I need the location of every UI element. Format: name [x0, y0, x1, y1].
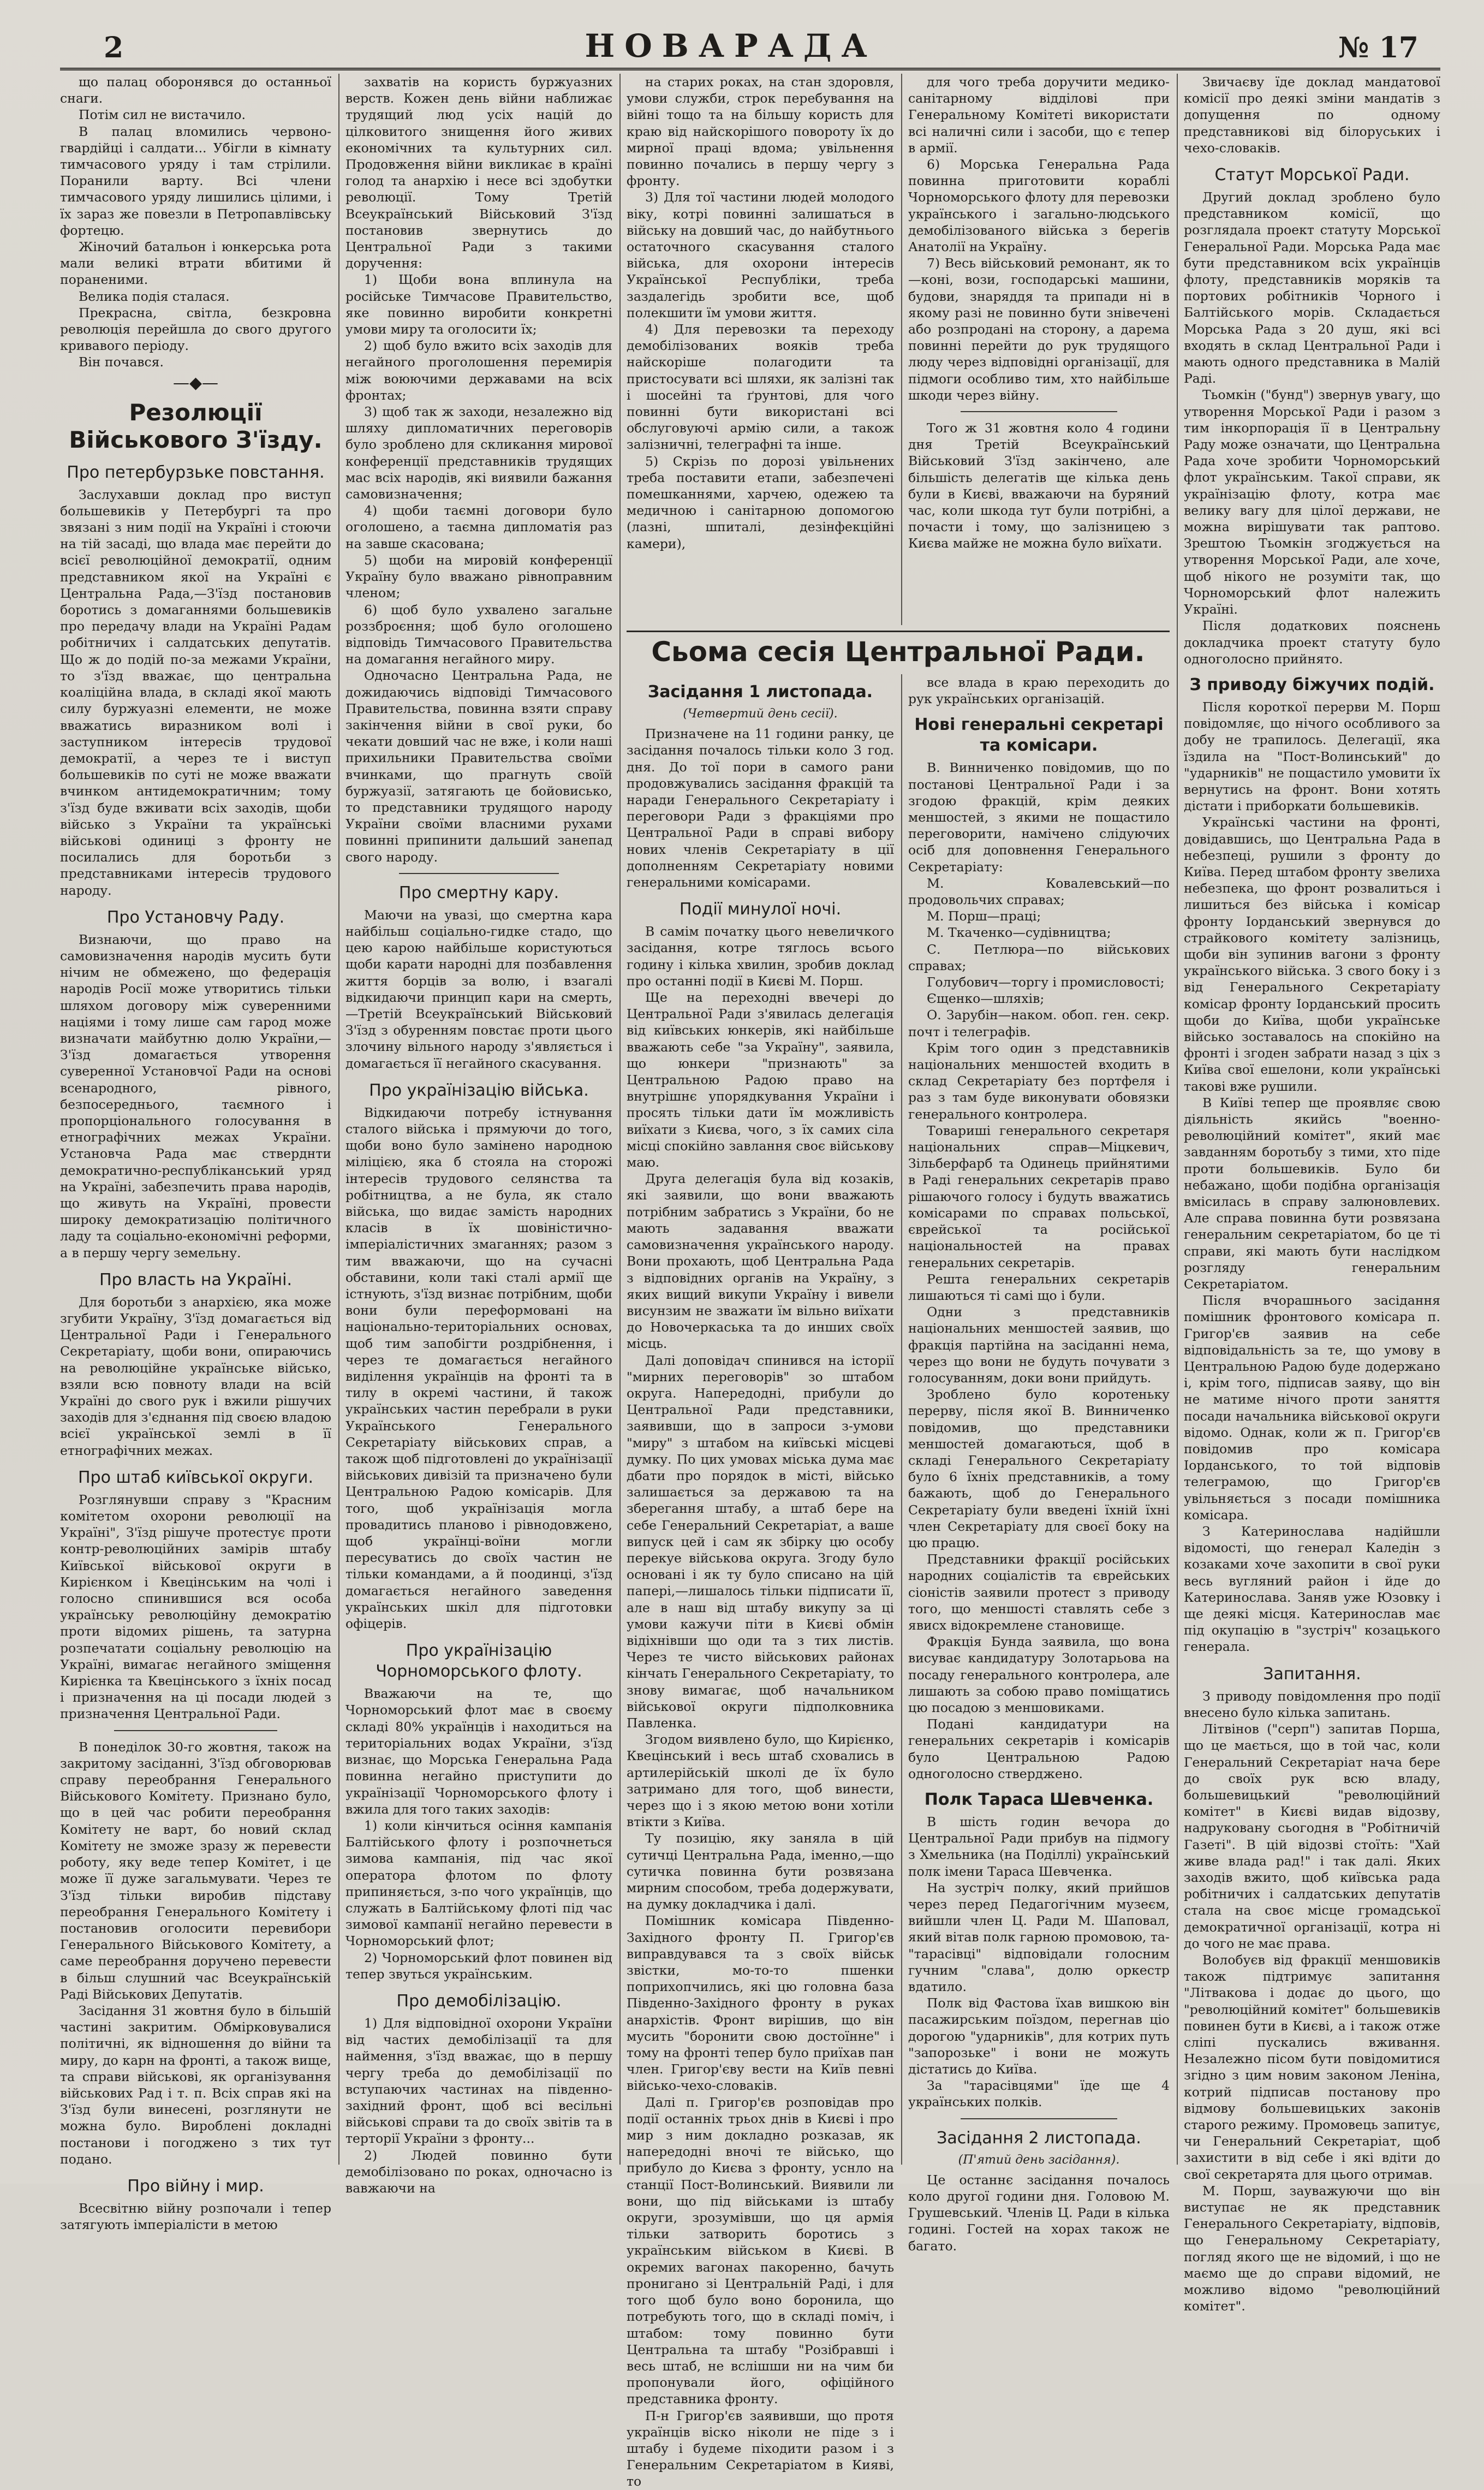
paragraph: 3) щоб так ж заходи, незалежно від шляху дипломатичних переговорів було зроблено для скликання мирової конференції представників трудящих мас всіх народів, які виявили бажання самовизначення; — [345, 404, 612, 502]
paragraph: Представники фракції російських народних соціалістів та єврейських сіоністів заявили протест з приводу того, що меншості ставлять себе з явисх відокремлене становище. — [908, 1552, 1170, 1633]
subheading: Статут Морської Ради. — [1214, 165, 1410, 185]
subheading: Про демобілізацію. — [396, 1991, 562, 2011]
paragraph: Після вчорашнього засідання помішник фронтового комісара п. Григор'єв заявив на себе відповідальність за те, що умову в Центральною Радою буде додержано і, крім того, підписав заяву, що він не матиме нічого проти заняття посади начальника військової округи відомо. Однак, коли ж п. Григор'єв повідомив про комісара Іорданського, то той вiдповiв телеграмою, що Григор'єв увільняється з посади помішника комісара. — [1184, 1293, 1440, 1523]
paragraph: Подані кандидатури на генеральних секретарів і комісарів було Центральною Радою одноголосно стверджено. — [908, 1716, 1170, 1781]
paragraph: 7) Весь військовий ремонант, як то—коні, вози, господарські машини, будови, знаряддя та припади ні в якому разі не повинно бути знівечені або розпродані на сторону, а дарема повинні перейти до рук трудящого люду через відповідні організації, для підмоги особливо тим, хто найбільше шкоди через війну. — [908, 255, 1170, 403]
paragraph: 4) щоби таємні договори було оголошено, а таємна дипломатія раз на завше скасована; — [345, 503, 612, 551]
paragraph: За "тарасівцями" їде ще 4 українських полків. — [908, 2078, 1170, 2110]
paragraph: П-н Григор'єв заявивши, що протя українців віско ніколи не піде з і штабу і будеме піходити разом і з Генеральним Секретаріатом в Кияві, то — [627, 2408, 894, 2489]
column-1 — [60, 74, 331, 2233]
paragraph: М. Порш—праці; — [927, 908, 1041, 924]
paragraph: Всесвітню війну розпочали і тепер затягують імперіалісти в метою — [60, 2200, 331, 2233]
separator — [114, 1730, 277, 1731]
paragraph: Далі доповідач спинився на історії "мирних переговорів" зо штабом округа. Напередодні, прибули до Центральної Ради представники, заявивши, що в запроси з-умови "миру" з штабом на київські місцеві думку. По цих умовах міська дума має дбати про порядок в місті, військо залишається за державою та на зберегання штабу, а штаб бере на себе Генеральний Секретаріат, а ваше випуск цей і сам як збірку цю особу перекуе військова округа. Згоду було основані і як ту було списано на цій папері,—лишалось тільки підписати її, але в наш від штабу викупу за ці умови кажучи піти в Києві обмін відіхнівши що оди та з тих листів. Через те чисто військових районах кінчать Генерального Секретаріату, то знову вимагає, щоб начальником військової округи підполковника Павленка. — [627, 1352, 894, 1731]
paragraph: Далі п. Григор'єв розповідав про події останніх трьох днів в Києві і про мир з ним докладно розказав, як напередодні вночі те військо, що прибуло до Києва з фронту, уснло на станції Пост-Волинський. Виявили ли вони, що під військами із штабу округи, зрозумівши, що ця армія тільки затворить боротись з українським військом в Києві. В окремих вагонах пакоренно, бачуть пронигано зі Центральній Раді, і для того щоб було воно боронила, що потребують того, що в складі поміч, і штабом: тому повинно бути Центральна та штабу "Розібравші і весь штаб, не вслішши ни на чим би пропонували його, офіційного представника фронту. — [627, 2094, 894, 2407]
paragraph: Заслухавши доклад про виступ большевиків у Петербургі та про звязані з ним події на Україні і стоючи на тій засаді, що влада має перейти до всієї революційної демократії, одним представником якої на Україні є Центральна Рада,—З'їзд постановив боротись з домаганнями большевиків про передачу влади на Україні Радам робітничих і салдатських депутатів. Що ж до подій по-за межами України, то з'їзд вважає, що центральна коаліційна влада, в складі якої мають силу буржуазні елементи, не може вважатись виразником волі і заступником інтересів трудової демократії, а через те і виступ большевиків по суті не може вважати вчинком антидемократичним; тому з'їзд буде вживати всіх заходів, щоби військо з України та українські військові одиниці з фронту не посилались для боротьби з представниками інтересів трудового народу. — [60, 486, 331, 898]
subheading: З приводу біжучих подій. — [1189, 675, 1435, 694]
paragraph: З Катеринослава надійшли відомості, що генерал Каледін з козаками хоче захопити в свої руки весь вугляний район і йде до Катеринослава. Заняв уже Юзовку і ще деякі місця. Катеринослав має під окупацію в "зустріч" козацького генерала. — [1184, 1524, 1440, 1655]
paragraph: Вважаючи на те, що Чорноморський флот має в своєму складі 80% українців і находиться на територіальних водах України, з'їзд визнає, що Морська Генеральна Рада повинна негайно приступити до українізації Чорноморського флоту і вжила для того таких заходів: — [345, 1686, 612, 1817]
paragraph: 6) Морська Генеральна Рада повинна приготовити кораблі Чорноморського флоту для перевозки українського і загально-людського демобілізованого війська з берегів Анатолії на Україну. — [908, 157, 1170, 255]
paragraph: Це останнє засідання почалось коло другої години дня. Головою М. Грушевський. Членів Ц. Ради в кілька годині. Гостей на хорах також не багато. — [908, 2172, 1170, 2254]
paragraph: На зустріч полку, який прийшов через перед Педагогічним музеєм, вийшли член Ц. Ради М. Шаповал, який вітав полк гарною промовою, та-"тарасівці" відповідали голосним гучним "слава", долю оркестр вдатило. — [908, 1880, 1170, 1995]
paragraph: Жіночий батальон і юнкерська рота мали великі втрати вбитими й пораненими. — [60, 239, 331, 288]
issue-number: № 17 — [1338, 31, 1419, 64]
subheading: Засідання 2 листопада. — [937, 2128, 1141, 2148]
paragraph: Засідання 31 жовтня було в більшій частині закритим. Обмірковувалися політичні, як відношення до війни та миру, до карн на фронті, а також вище, та справи військові, як організування військових Рад і т. п. Всіх справ які на З'їзд були винесені, розглянути не можна було. Вироблені докладні постанови і погоджено з тих тут подано. — [60, 2002, 331, 2167]
paragraph: все влада в краю переходить до рук українських організацій. — [908, 675, 1170, 707]
column-5 — [1184, 74, 1440, 2314]
subheading: Полк Тараса Шевченка. — [924, 1790, 1154, 1809]
paragraph: для чого треба доручити медико-санітарному відділові при Генеральному Комітеті використати всі наличні сили і засоби, що є тепер в армії. — [908, 74, 1170, 156]
paragraph: 2) щоб було вжито всіх заходів для негайного проголошення перемирія між воюючими державами на всіх фронтах; — [345, 338, 612, 403]
paragraph: Єщенко—шляхів; — [927, 991, 1045, 1007]
paragraph: 5) Скрізь по дорозі увільнених треба поставити етапи, забезпечені помешканнями, харчею, одежею та медичною і санітарною допомогою (лазні, шпиталі, дезінфекційні камери), — [627, 453, 894, 551]
paragraph: Звичаєву їде доклад мандатової комісії про деякі зміни мандатів з допущення по одному представникові від білоруських і чехо-словаків. — [1184, 74, 1440, 156]
paragraph: Він почався. — [79, 354, 164, 370]
paragraph: Полк від Фастова їхав вишкою він пасажирським поїздом, перегнав ціо дорогою "ударників", для котрих путь "запорозьке" і вони не можуть дістатись до Київа. — [908, 1995, 1170, 2077]
paragraph: Голубович—торгу і промисловості; — [927, 974, 1165, 990]
paragraph: 1) коли кінчиться осіння кампанія Балтійського флоту і розпочнеться зимова кампанія, під час якої оператора флотом по флоту припиняється, з-по чого українців, що служать в Балтійському флоті під час зимової кампанії негайно перевести в Чорноморський флот; — [345, 1817, 612, 1949]
separator — [961, 411, 1117, 412]
subheading: Запитання. — [1263, 1664, 1361, 1684]
paragraph: 4) Для перевозки та переходу демобілізованих вояків треба найскоріше полагодити та пристосувати всі шляхи, як залізні так і шосейні та ґрунтові, для чого повинні бути використані всі обслуговуючі армію сили, а також залізничні, телеграфні та інше. — [627, 322, 894, 453]
columns-area — [60, 74, 1440, 2489]
subheading: Про штаб київської округи. — [78, 1467, 314, 1487]
paragraph: Призначене на 11 години ранку, це засідання почалось тільки коло 3 год. дня. До тої пори в самого рани продовжувались засідання фракцій та наради Генерального Секретаріату і переговори Ради з фракціями про Центральної Ради в справі вибору нових членів Секретаріату в ції дополненням Секретаріату новими генеральними комісарами. — [627, 726, 894, 890]
paragraph: В шість годин вечора до Центральної Ради прибув на підмогу з Хмельника (на Поділлі) український полк імени Тараса Шевченка. — [908, 1814, 1170, 1879]
newspaper-title: НОВАРАДА — [585, 27, 877, 64]
column-rule — [338, 74, 339, 2165]
subheading: Про війну і мир. — [127, 2176, 264, 2196]
paragraph: Після короткої перерви М. Порш повідомляє, що нічого особливого за добу не трапилось. Делегації, яка їздила на "Пост-Волинський" до "ударників" не пощастило умовити їх вернутись на фронт. Вони хотять дістати і приборкати большевиків. — [1184, 699, 1440, 814]
paragraph: В Київі тепер ще проявляє свою діяльність якийсь "военно-революційний комітет", який має завданням боротьбу з тими, хто піде проти большевиків. Було би небажано, щоби подібна організація вмісилась в справу залюновлевих. Але справа повинна бути розвязана генеральним секретаріатом, бо це ті справи, які мають бути наслідком розгляду генеральним Секретаріатом. — [1184, 1095, 1440, 1292]
column-3-top — [627, 74, 894, 625]
paragraph: С. Петлюра—по військових справах; — [908, 941, 1170, 973]
column-4-bottom — [908, 674, 1170, 2254]
paragraph: Ще на переходні ввечері до Центральної Ради з'явилась делегація від київських юнкерів, які найбільше вважають себе "за Україну", заявила, що юнкери "признають" за Центральною Радою право на внутрішнє упорядкування України і просять тільки дати їм можливість виїхати з Києва, чого, з їх самих сіла місці спокійно завлання своє військову маю. — [627, 990, 894, 1170]
column-rule — [901, 674, 902, 2165]
subheading: Про Установчу Раду. — [106, 907, 285, 927]
paragraph: Відкидаючи потребу істнування сталого війська і прямуючи до того, щоби воно було замінено народною міліцією, яка б стояла на сторожі інтересів трудового селянства та робітництва, а не була, як стало війська, що видає замість народних класів в їх шовіністично-імперіалістичних змаганнях; разом з тим вважаючи, що на сучасні обставини, коли такі сталі армії ще істнують, з'їзд визнає потрібним, щоби вони були переформовані на національно-територіальних основах, щоб тим запобігти роздрібнення, і через те домагається негайного виділення українців на фронті та в тилу в окремі частини, й також українських частин перебрали в руки Українського Генерального Секретаріату військових справ, а також щоб підготовлені до українізації військових дивізій та призначено були Центральною Радою комісарів. Для того, щоб українізація могла провадитись планово і рівнодовжено, щоб українці-воїни могли пересуватись до своїх частин не тільки командами, а й поодинці, з'їзд домагається негайного заведення українських шкіл для підготовки офіцерів. — [345, 1104, 612, 1632]
separator — [399, 873, 559, 874]
paragraph: Фракція Бунда заявила, що вона висуває кандидатуру Золотарьова на посаду генерального контролера, але лишають за собою право поміщатись цю посадою з меншовиками. — [908, 1634, 1170, 1715]
paragraph: Потім сил не вистачило. — [79, 107, 246, 123]
paragraph: Друга делегація була від козаків, які заявили, що вони вважають потрібним забратись з України, бо не мають задавання вважати самовизначення українського народу. Вони прохають, щоб Центральна Рада з відповідних органів на Україну, з яких вищий викупи Україну і вивели висунзим не зважати їм вільно виїхати до Новочеркаська та до инших своїх місць. — [627, 1171, 894, 1352]
paragraph: З приводу повідомлення про події внесено було кілька запитань. — [1184, 1688, 1440, 1720]
paragraph: Після додаткових пояснень докладчика проект статуту було одноголосно прийнято. — [1184, 618, 1440, 667]
paragraph: М. Ковалевський—по продовольчих справах; — [908, 875, 1170, 908]
subheading: Про петербурзьке повстання. — [67, 462, 325, 482]
paragraph: В понеділок 30-го жовтня, також на закритому засіданні, З'їзд обговорював справу переобрання Генерального Військового Комітету. Признано було, що в цей час робити переобрання Комітету не варт, бо новий склад Комітету не зможе зразу ж перевести роботу, яку веде тепер Комітет, і це може її дуже загальмувати. Через те З'їзд тільки виробив підставу переобрання Генерального Комітету і постановив оголосити перевибори Генерального Військового Комітету, а саме переобрання доручено перевести в більш слушний час Всеукраїнській Раді Військових Депутатів. — [60, 1739, 331, 2002]
paragraph: Українські частини на фронті, довідавшись, що Центральна Рада в небезпеці, рушили з фронту до Київа. Перед штабом фронту звелиха небезпека, що фронт розвалиться і лишиться без війська і комісар фронту Іорданський звернувся до страйкового комітету залізниць, щоби він зупинив вагони з фронту українського війська. З свого боку і з від Генерального Секретаріату комісар фронту Іорданський просить щоби до Київа, щоби українське військо зоставалось на спокійно на фронті і згоден забрати назад з ціх з Київа свої ешелони, коли українські такові вже рушили. — [1184, 815, 1440, 1094]
paragraph: Другий доклад зроблено було представником комісії, що розглядала проект статуту Морської Генеральної Ради. Морська Рада має бути представником всіх українців флоту, представників моряків та портових робітників Чорного і Балтійського морів. Складається Морська Рада з 20 душ, які всі входять в склад Центральної Ради і мають одного представника в Малій Раді. — [1184, 189, 1440, 387]
paragraph: захватів на користь буржуазних верств. Кожен день війни наближає трудящий люд усіх націй до цілковитого знищення його живих економічних та культурних сил. Продовження війни викликає в країні голод та анархію і несе всі здобутки революції. Тому Третій Всеукраїнський Військовий З'їзд постановив звернутись до Центральної Ради з такими доручення: — [345, 74, 612, 271]
paragraph: Решта генеральних секретарів лишаються ті самі що і були. — [908, 1271, 1170, 1303]
paragraph: 6) щоб було ухвалено загальне роззброєння; щоб було оголошено відповідь Тимчасового Правительства на домагання негайного миру. — [345, 602, 612, 667]
paragraph: Зроблено було коротеньку перерву, після якої В. Винниченко повідомив, що представники меншостей домагаються, щоб в складі Генерального Секретаріату було 6 їхніх представників, а тому бажають, щоб до Генерального Секретаріату були введені їхній їхні член Секретаріату для своєї боку на цю працю. — [908, 1387, 1170, 1550]
subheading: Про українізацію Чорноморського флоту. — [376, 1641, 582, 1681]
paragraph: М. Ткаченко—судівництва; — [927, 925, 1111, 941]
headline-rule — [627, 631, 1170, 632]
paragraph: Ту позицію, яку заняла в цій сутичці Центральна Рада, іменно,—що сутичка повинна бути розвязана мирним способом, треба додержувати, на думку докладчика і далі. — [627, 1831, 894, 1912]
column-rule — [1177, 74, 1178, 2165]
paragraph: Визнаючи, що право на самовизначення народів мусить бути нічим не обмежено, що федерація народів Росії може утворитись тільки шляхом договору між суверенними націями і тому лише сам гарод може визначати майбутню долю України,—З'їзд домагається утворення суверенної Установчої Ради на основі всенародного, рівного, безпосереднього, таємного і пропорціонального голосування в етнографічних межах України. Установча Рада має стверднти демократично-республіканський уряд на Україні, забезпечить права народів, що живуть на Україні, провести широку демократизацію політичного ладу та соціально-економічні реформи, а в першу чергу земельну. — [60, 931, 331, 1261]
paragraph: В. Винниченко повідомив, що по постанові Центральної Ради і за згодою фракцій, крім деяких меншостей, з якими не пощастило переговорити, намічено слідуючих осіб для доповнення Генерального Секретаріату: — [908, 760, 1170, 875]
paragraph: Маючи на увазі, що смертна кара найбільш соціально-гидке стадо, що цею карою найбільше користуються щоби карати народні для позбавлення життя борців за волю, і взагалі відкидаючи принцип кари на смерть,—Третій Всеукраїнський Військовий З'їзд з обуренням повстає проти цього злочину вільного народу з'являється і домагається її негайного скасування. — [345, 907, 612, 1071]
paragraph: Одни з представників національних меншостей заявив, що фракція партійна на засіданні нема, через що вони не будуть почувати з голосуванням, доки вони прийдуть. — [908, 1304, 1170, 1386]
paragraph: Велика подія сталася. — [79, 288, 230, 304]
subheading: Нові генеральні секретарі та комісари. — [914, 715, 1164, 756]
paragraph: Тьомкін ("бунд") звернув увагу, що утворення Морської Ради і разом з тим інкорпорація її в Центральну Раду може означати, що Центральна Рада хоче зробити Чорноморський флот українським. Такої справи, як українізацію флоту, котра має велику вагу для цілої держави, не можна вирішувати так раптово. Зрештою Тьомкін згоджується на утворення Морської Ради, але хоче, щоб нікого не розуміти так, що Чорноморський флот належить Україні. — [1184, 387, 1440, 617]
paragraph: Для боротьби з анархією, яка може згубити Україну, З'їзд домагається від Центральної Ради і Генерального Секретаріату, щоби вони, опираючись на революційне українське військо, взяли всю повноту влади на всій Україні до свого рук і вжили рішучих заходів для з'єднання під своєю владою всієї української землі в її етнографічних межах. — [60, 1294, 331, 1458]
column-2 — [345, 74, 612, 2196]
subheading-italic: (П'ятий день засідання). — [958, 2153, 1120, 2167]
section-heading-resolutions: Резолюції Військового З'їзду. — [69, 399, 323, 453]
page-number: 2 — [104, 31, 124, 64]
subheading: Про українізацію війська. — [369, 1080, 589, 1100]
subheading: Засідання 1 листопада. — [647, 682, 873, 702]
paragraph: Того ж 31 жовтня коло 4 години дня Третій Всеукраїнський Військовий З'їзд закінчено, але більшість делегатів ще кілька день були в Києві, вважаючи на буряний час, коли шкода тут були потрібні, а почасти і тому, що залізницею з Києва майже не можна було виїхати. — [908, 420, 1170, 551]
paragraph: Товариші генерального секретаря національних справ—Міцкевич, Зільберфарб та Одинець прийнятими в Раді генеральних секретарів право рішаючого голосу і будуть вважатись комісарами по справах польської, єврейської та російської національностей на правах генеральних секретарів. — [908, 1122, 1170, 1270]
headline-central-rada-session: Сьома сесія Центральної Ради. — [651, 636, 1145, 668]
paragraph: Одночасно Центральна Рада, не дожидаючись відповіді Тимчасового Правительства, повинна взяти справу закінчення війни в свої руки, бо чекати довший час не вже, і коли наші прихильники Правительства своїми вчинками, що прагнуть своїй буржуазії, затягають це бойовисько, то представники трудящого народу України своїми власними рухами повинні припинити дальший занепад свого народу. — [345, 668, 612, 865]
paragraph: 2) Людей повинно бути демобілізовано по роках, одночасно із вавжаючи на — [345, 2147, 612, 2196]
paragraph: Літвінов ("серп") запитав Порша, що це мається, що в той час, коли Генеральний Секретаріат нача бере до своїх рук всю владу, большевицький "революційний комітет" в Києві видав відозву, надруковану сьогодня в "Робітничій Газеті". В цій відозві стоїть: "Хай живе влада рад!" і так далі. Яких заходів вжито, щоб київська рада робітничих і салдатських депутатів стала на своє місце громадської демократичної організації, котра ні до чого не має права. — [1184, 1721, 1440, 1951]
paragraph: 1) Для відповідної охорони України від частих демобілізації та для наймення, з'їзд вважає, що в першу чергу треба до демобілізації по вступаючих частинах на південно-західний фронт, щоб всі весільні військові справи та до своїх звітів та в терторії України з фронту... — [345, 2015, 612, 2147]
subheading: Про власть на Україні. — [99, 1270, 293, 1289]
ornament-diamond-icon: —◆— — [172, 373, 219, 393]
paragraph: О. Зарубін—наком. обоп. ген. секр. почт і телеграфів. — [908, 1007, 1170, 1039]
paragraph: що палац оборонявся до останньої снаги. — [60, 74, 331, 106]
subheading: Події минулої ночі. — [679, 900, 842, 919]
column-3-bottom — [627, 674, 894, 2489]
paragraph: 3) Для тої частини людей молодого віку, котрі повинні залишаться в війську на довший час, до найбутнього остаточного скасування сталого війська, для охорони інтересів Української Республіки, треба заздалегідь зробити все, щоб полекшити їм умови життя. — [627, 189, 894, 320]
paragraph: на старих роках, на стан здоровля, умови служби, строк перебування на війні тощо та на більшу користь для краю від найскорішого повороту їх до мирної праці вдома; увільнення повинно почались в першу чергу з фронту. — [627, 74, 894, 189]
column-rule — [901, 74, 902, 625]
paragraph: М. Порш, зауважуючи що він виступає не як представник Генерального Секретаріату, відповів, що Генеральному Секретаріату, погляд якого ще не відомий, і що не маємо ще до справи відомий, не можливо відомо "революційний комітет". — [1184, 2183, 1440, 2314]
column-4-top — [908, 74, 1170, 625]
paragraph: Помішник комісара Південно-Західного фронту П. Григор'єв виправдувався та з своїх військ звістки, мо-то-то пшенки поприхопчились, які цю головна база Південно-Західного фронту в руках анархістів. Фронт вирішив, що він мусить "боронити свою достоїнне" і тому на фронті тепер було приїхав пан член. Григор'єву вести на Київ певні військо-чехо-словаків. — [627, 1913, 894, 2094]
paragraph: Волобуєв від фракції меншовиків також підтримує запитання "Літвакова і додає до цього, що "революційний комітет" большевиків повинен бути в Києві, а і також отже сліпі пускались вживання. Незалежно пісом бути повідомитися згідно з цим новим законом Леніна, котрий підписав постанову про відмову большевицьких законів старого режиму. Промовець запитує, чи Генеральний Секретаріат, щоб захистити в від себе і які вдіти до свої секретарята для цього отримав. — [1184, 1952, 1440, 2182]
subheading-italic: (Четвертий день сесії). — [683, 707, 838, 721]
column-rule — [619, 74, 621, 2165]
separator — [961, 2118, 1117, 2119]
paragraph: Прекрасна, світла, безкровна революція перейшла до свого другого кривавого періоду. — [60, 305, 331, 354]
paragraph: Крім того один з представників національних меншостей входить в склад Секретаріату без портфеля і раз з там буде виконувати обовязки генерального контролера. — [908, 1040, 1170, 1122]
paragraph: Розглянувши справу з "Красним комітетом охорони революції на Україні", З'їзд рішуче протестує проти контр-революційних замірів штабу Київської військової округи в Кирієнком і Квецінським на чолі і голосно спинившися вся особа українську революційну демократію проти відомих рішень, та затурна розпечатати соціальну революцію на Україні, вимагає негайного зміщення Кирієнка та Квецінського з їхніх посад і призначення на ці посади людей з призначення Центральної Ради. — [60, 1491, 331, 1722]
paragraph: В палац вломились червоно-гвардійці і салдати... Убігли в кімнату тимчасового уряду і там стрілили. Поранили варту. Всі члени тимчасового уряду лишились цілими, і їх зараз же повезли в Петропавлівську фортецю. — [60, 123, 331, 238]
paragraph: В самім початку цього невеличкого засідання, котре тяглось всього годину і кілька хвилин, зробив доклад про останні події в Києві М. Порш. — [627, 924, 894, 989]
paragraph: 1) Щоби вона вплинула на російське Тимчасове Правительство, яке повинно виробити конкретні умови миру та оголосити їх; — [345, 272, 612, 337]
paragraph: 5) щоби на мировій конференції Україну було вважано рівноправним членом; — [345, 552, 612, 601]
paragraph: 2) Чорноморський флот повинен від тепер звуться українським. — [345, 1950, 612, 1982]
masthead — [60, 22, 1440, 70]
subheading: Про смертну кару. — [398, 883, 559, 902]
paragraph: Згодом виявлено було, що Кирієнко, Квецінський і весь штаб сховались в артилерійській школі де їх було затримано для того, щоб винести, через що і з якою метою вони хотіли втікти з Київа. — [627, 1732, 894, 1830]
